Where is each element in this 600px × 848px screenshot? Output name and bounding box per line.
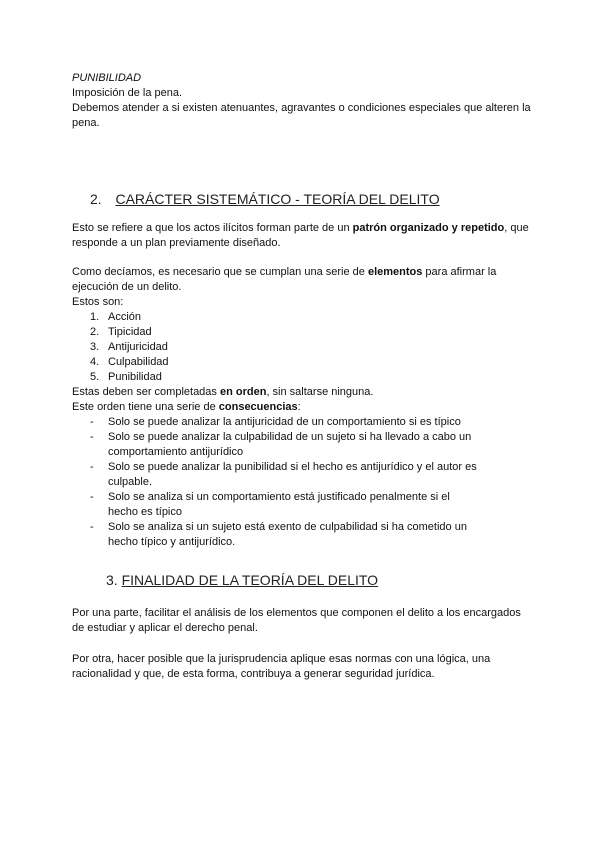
list-item-text: Solo se analiza si un sujeto está exento de culpabilidad si ha cometido un hecho típico y antijurídico. <box>108 521 467 548</box>
section3-heading <box>106 571 378 589</box>
list-item <box>72 520 482 550</box>
list-number: 4. <box>90 356 100 368</box>
section3-body-2 <box>72 652 532 682</box>
list-item-text: Culpabilidad <box>108 356 169 368</box>
list-item <box>72 340 532 355</box>
list-number: 2. <box>90 326 100 338</box>
section2-number: 2. <box>90 191 102 207</box>
punibilidad-line1: Imposición de la pena. <box>72 87 183 99</box>
dash-bullet: - <box>90 491 94 503</box>
list-item-text: Punibilidad <box>108 371 162 383</box>
list-item <box>72 460 482 490</box>
dash-bullet: - <box>90 431 94 443</box>
list-item <box>72 430 482 460</box>
list-number: 1. <box>90 311 100 323</box>
list-item-text: Acción <box>108 311 142 323</box>
section3-body <box>72 606 532 636</box>
para2-text: Como decíamos, es necesario que se cumplan una serie de <box>72 266 368 278</box>
order-text-end: , sin saltarse ninguna. <box>266 386 374 398</box>
list-item-text: Solo se puede analizar la antijuricidad de un comportamiento si es típico <box>108 416 461 428</box>
order-bold: en orden <box>219 386 267 398</box>
section3-para2: Por otra, hacer posible que la jurisprudencia aplique esas normas con una lógica, una racionalidad y que, de esta forma, contribuya a generar seguridad jurídica. <box>72 653 491 680</box>
section3-para1: Por una parte, facilitar el análisis de los elementos que componen el delito a los encargados de estudiar y aplicar el derecho penal. <box>72 607 521 634</box>
section2-para1 <box>72 221 532 251</box>
list-item-text: Solo se analiza si un comportamiento está justificado penalmente si el hecho es típico <box>108 491 450 518</box>
section3-title: FINALIDAD DE LA TEORÍA DEL DELITO <box>121 572 379 588</box>
dash-bullet: - <box>90 416 94 428</box>
section2-title: CARÁCTER SISTEMÁTICO - TEORÍA DEL DELITO <box>115 191 440 207</box>
para1-bold: patrón organizado y repetido <box>352 222 505 234</box>
list-item <box>72 310 532 325</box>
section2-para2 <box>72 265 532 295</box>
order-text: Estas deben ser completadas <box>72 386 220 398</box>
consequences-intro-bold: consecuencias <box>218 401 298 413</box>
list-item-text: Antijuricidad <box>108 341 168 353</box>
consequences-intro-text: Este orden tiene una serie de <box>72 401 219 413</box>
elements-list <box>72 310 532 385</box>
punibilidad-heading: PUNIBILIDAD <box>72 72 142 84</box>
para2-bold: elementos <box>367 266 423 278</box>
section2-elements-block <box>72 265 532 550</box>
dash-bullet: - <box>90 461 94 473</box>
list-item-text: Solo se puede analizar la punibilidad si el hecho es antijurídico y el autor es culpable. <box>108 461 477 488</box>
section2-body <box>72 221 532 251</box>
consequences-list <box>72 415 482 550</box>
dash-bullet: - <box>90 521 94 533</box>
para1-text-end: , que responde a un plan previamente diseñado. <box>72 222 529 249</box>
list-item <box>72 370 532 385</box>
para2-text-end: para afirmar la ejecución de un delito. <box>72 266 497 293</box>
list-item-text: Solo se puede analizar la culpabilidad de un sujeto si ha llevado a cabo un comportamiento antijurídico <box>108 431 472 458</box>
punibilidad-line2: Debemos atender a si existen atenuantes, agravantes o condiciones especiales que alteren la pena. <box>72 102 531 129</box>
para1-text: Esto se refiere a que los actos ilícitos forman parte de un <box>72 222 353 234</box>
list-number: 5. <box>90 371 100 383</box>
list-item <box>72 415 482 430</box>
order-note <box>72 385 532 400</box>
punibilidad-section <box>72 71 532 131</box>
list-item <box>72 325 532 340</box>
section2-heading <box>90 190 440 208</box>
estos-son-label: Estos son: <box>72 296 124 308</box>
consequences-intro <box>72 400 532 415</box>
list-item-text: Tipicidad <box>108 326 152 338</box>
consequences-intro-end: : <box>297 401 301 413</box>
list-number: 3. <box>90 341 100 353</box>
section3-number: 3. <box>106 572 118 588</box>
list-item <box>72 355 532 370</box>
list-item <box>72 490 482 520</box>
